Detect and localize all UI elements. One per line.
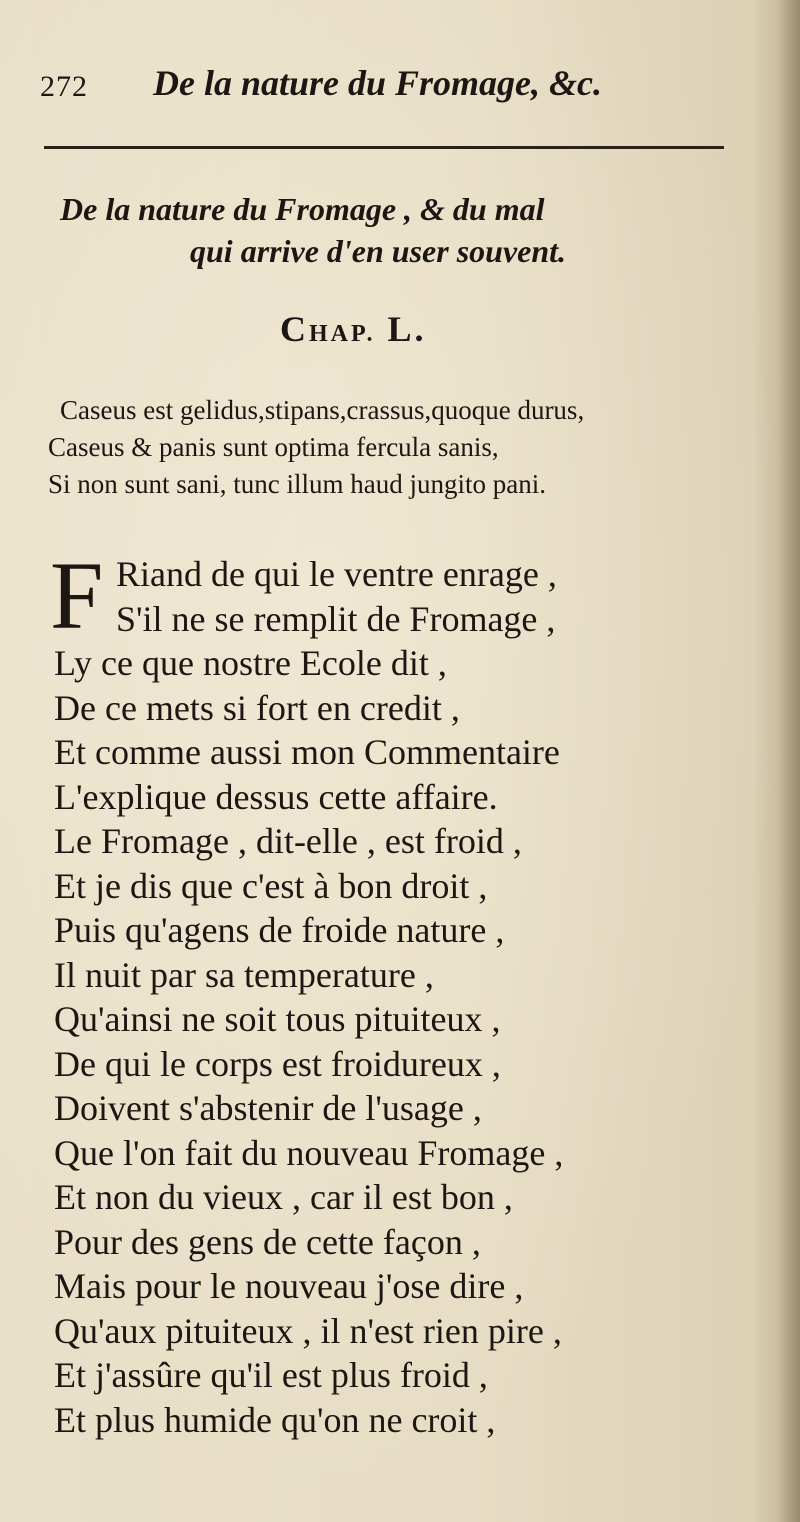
- drop-cap: F: [50, 542, 104, 649]
- latin-epigraph: [48, 392, 584, 503]
- page-edge-shadow: [778, 0, 800, 1522]
- chapter-number-smallcaps: HAP.: [309, 321, 376, 347]
- poem-line: S'il ne se remplit de Fromage ,: [116, 598, 556, 639]
- poem-line: Que l'on fait du nouveau Fromage ,: [54, 1132, 564, 1173]
- poem-line: Riand de qui le ventre enrage ,: [116, 554, 557, 594]
- running-head: De la nature du Fromage, &c.: [153, 63, 603, 103]
- poem-line: Et je dis que c'est à bon droit ,: [54, 865, 488, 906]
- poem-line: De qui le corps est froidureux ,: [54, 1043, 501, 1084]
- poem-line: Il nuit par sa temperature ,: [54, 954, 434, 995]
- poem-line: Doivent s'abstenir de l'usage ,: [54, 1088, 482, 1128]
- latin-line: Caseus & panis sunt optima fercula sanis,: [48, 432, 499, 462]
- page-header: [40, 52, 740, 112]
- poem-line: Pour des gens de cette façon ,: [54, 1221, 481, 1262]
- poem-line: De ce mets si fort en credit ,: [54, 687, 460, 728]
- chapter-title-line-1: De la nature du Fromage , & du mal: [60, 191, 545, 227]
- poem-line: Qu'ainsi ne soit tous pituiteux ,: [54, 999, 501, 1039]
- chapter-title: [40, 188, 760, 272]
- latin-line: Caseus est gelidus,stipans,crassus,quoque durus,: [60, 395, 585, 425]
- poem-line: Qu'aux pituiteux , il n'est rien pire ,: [54, 1310, 562, 1351]
- chapter-title-line-2: qui arrive d'en user souvent.: [190, 233, 567, 269]
- poem-line: Ly ce que nostre Ecole dit ,: [54, 643, 447, 683]
- poem-line: Puis qu'agens de froide nature ,: [54, 910, 505, 950]
- chapter-number: [280, 308, 426, 350]
- poem-line: Mais pour le nouveau j'ose dire ,: [54, 1266, 524, 1306]
- poem-line: Et plus humide qu'on ne croit ,: [54, 1399, 496, 1440]
- poem-line: Et comme aussi mon Commentaire: [54, 732, 560, 772]
- latin-line: Si non sunt sani, tunc illum haud jungito pani.: [48, 469, 546, 499]
- poem-line: Le Fromage , dit-elle , est froid ,: [54, 821, 522, 861]
- header-rule: [44, 146, 724, 149]
- poem-line: Et j'assûre qu'il est plus froid ,: [54, 1355, 488, 1395]
- page-number: 272: [40, 70, 88, 103]
- chapter-number-prefix: C: [280, 309, 309, 349]
- chapter-number-roman: L.: [387, 309, 427, 349]
- poem: [50, 542, 564, 1442]
- poem-line: Et non du vieux , car il est bon ,: [54, 1177, 513, 1217]
- poem-line: L'explique dessus cette affaire.: [54, 776, 498, 817]
